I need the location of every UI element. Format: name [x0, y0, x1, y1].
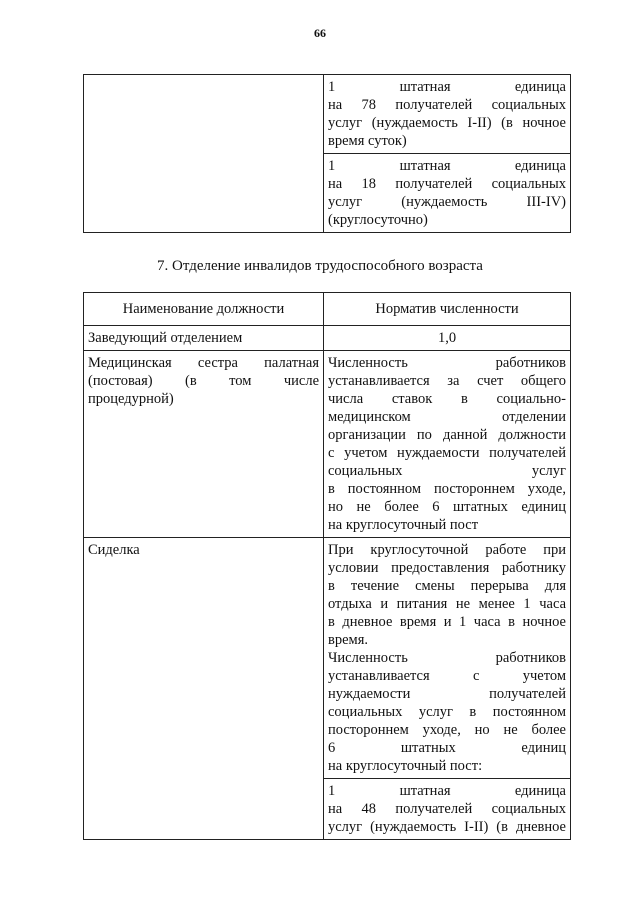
position-cell — [84, 351, 324, 538]
position-cell — [84, 326, 324, 351]
continuation-table — [83, 74, 571, 233]
norm-cell — [324, 326, 571, 351]
norm-line: организации по данной должности — [328, 427, 566, 443]
staffing-table — [83, 292, 571, 840]
norm-line: с учетом нуждаемости получателей — [328, 445, 566, 461]
section-title: 7. Отделение инвалидов трудоспособного возраста — [157, 258, 483, 274]
norm-line: в постоянном постороннем уходе, — [328, 481, 566, 497]
norm-line: на 78 получателей социальных — [328, 97, 566, 113]
norm-line: время. — [328, 632, 369, 648]
norm-line: услуг (нуждаемость I-II) (в ночное — [328, 115, 566, 131]
norm-cell — [324, 351, 571, 538]
position-line: (постовая) (в том числе — [88, 373, 319, 389]
page-number: 66 — [314, 26, 326, 40]
column-header-position: Наименование должности — [84, 293, 324, 326]
norm-line: на 48 получателей социальных — [328, 801, 566, 817]
empty-position-cell — [84, 75, 324, 233]
norm-line: устанавливается за счет общего — [328, 373, 566, 389]
norm-line: социальных услуг в постоянном — [328, 704, 566, 720]
table-row — [84, 75, 571, 154]
norm-cell — [324, 538, 571, 779]
norm-line: отдыха и питания не менее 1 часа — [328, 596, 566, 612]
norm-value: 1,0 — [437, 330, 457, 346]
position-cell — [84, 538, 324, 840]
norm-cell — [324, 779, 571, 840]
norm-cell — [324, 75, 571, 154]
norm-line: услуг (нуждаемость I-II) (в дневное — [328, 819, 566, 835]
norm-line: в течение смены перерыва для — [328, 578, 566, 594]
norm-line: 1 штатная единица — [328, 158, 566, 174]
norm-line: устанавливается с учетом — [328, 668, 566, 684]
norm-line: условии предоставления работнику — [328, 560, 566, 576]
norm-line: (круглосуточно) — [328, 212, 428, 228]
position-line: Медицинская сестра палатная — [88, 355, 319, 371]
norm-line: медицинском отделении — [328, 409, 566, 425]
norm-line: 1 штатная единица — [328, 79, 566, 95]
position-line: процедурной) — [88, 391, 174, 407]
norm-line: постороннем уходе, но не более — [328, 722, 566, 738]
table-row — [84, 351, 571, 538]
table-row — [84, 538, 571, 779]
table-row — [84, 326, 571, 351]
norm-line: время суток) — [328, 133, 407, 149]
norm-line: услуг (нуждаемость III-IV) — [328, 194, 566, 210]
norm-line: 1 штатная единица — [328, 783, 566, 799]
norm-line: Численность работников — [328, 355, 566, 371]
column-header-norm: Норматив численности — [324, 293, 571, 326]
norm-line: Численность работников — [328, 650, 566, 666]
norm-line: но не более 6 штатных единиц — [328, 499, 566, 515]
table-header-row — [84, 293, 571, 326]
norm-line: на круглосуточный пост: — [328, 758, 483, 774]
norm-line: При круглосуточной работе при — [328, 542, 566, 558]
norm-line: 6 штатных единиц — [328, 740, 566, 756]
norm-line: социальных услуг — [328, 463, 566, 479]
norm-cell — [324, 154, 571, 233]
norm-line: на 18 получателей социальных — [328, 176, 566, 192]
position-line: Сиделка — [88, 542, 140, 558]
norm-line: числа ставок в социально- — [328, 391, 566, 407]
position-line: Заведующий отделением — [88, 330, 243, 346]
norm-line: нуждаемости получателей — [328, 686, 566, 702]
norm-line: в дневное время и 1 часа в ночное — [328, 614, 566, 630]
norm-line: на круглосуточный пост — [328, 517, 479, 533]
